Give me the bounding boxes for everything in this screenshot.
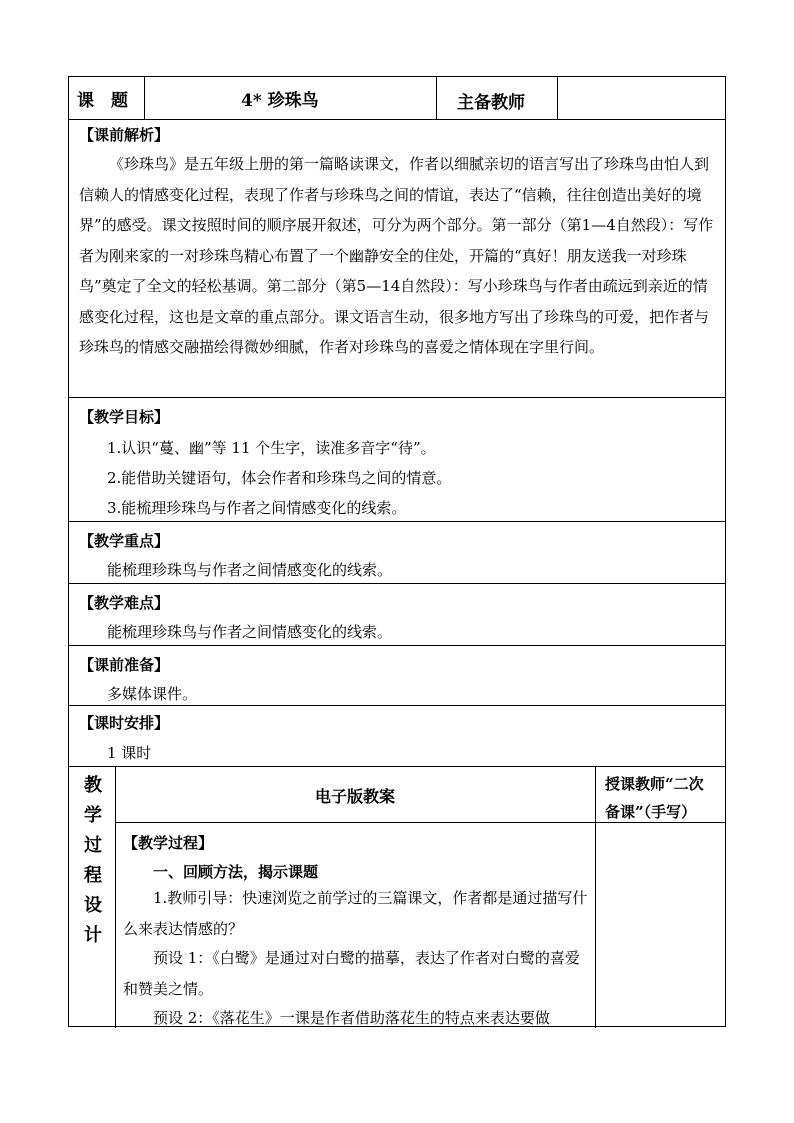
focus-title: 【教学重点】 <box>79 532 170 550</box>
process-answer2: 预设 2：《落花生》一课是作者借助落花生的特点来表达要做 <box>153 1009 550 1027</box>
pre-analysis-title: 【课前解析】 <box>79 126 170 144</box>
goals-title: 【教学目标】 <box>79 408 170 426</box>
process-col-header: 电子版教案 <box>314 787 395 806</box>
difficulty-text: 能梳理珍珠鸟与作者之间情感变化的线索。 <box>107 623 393 641</box>
goal-item-3: 3.能梳理珍珠鸟与作者之间情感变化的线索。 <box>107 499 407 517</box>
difficulty-title: 【教学难点】 <box>79 594 170 612</box>
process-title: 【教学过程】 <box>123 834 214 852</box>
schedule-text: 1 课时 <box>107 744 152 762</box>
goal-item-1: 1.认识“蔓、幽”等 11 个生字，读准多音字“待”。 <box>107 439 436 457</box>
preparation-text: 多媒体课件。 <box>107 685 198 703</box>
process-step1-title: 一、回顾方法，揭示课题 <box>153 863 319 881</box>
process-answer1: 预设 1：《白鹭》是通过对白鹭的描摹，表达了作者对白鹭的喜爱和赞美之情。 <box>123 949 580 998</box>
schedule-title: 【课时安排】 <box>79 714 170 732</box>
handwritten-notes-field[interactable] <box>597 824 725 1026</box>
teacher-value-field[interactable] <box>559 79 723 117</box>
topic-value: 4* 珍珠鸟 <box>241 91 319 111</box>
lesson-plan-table <box>68 76 726 1027</box>
teacher-label: 主备教师 <box>457 93 525 113</box>
topic-label: 课 题 <box>77 91 128 111</box>
process-q1: 1.教师引导：快速浏览之前学过的三篇课文，作者都是通过描写什么来表达情感的？ <box>123 889 588 938</box>
process-side-label: 教 学 过 程 设 计 <box>84 775 102 946</box>
preparation-title: 【课前准备】 <box>79 656 170 674</box>
right-col-header: 授课教师“二次 备课”（手写） <box>605 775 704 821</box>
goal-item-2: 2.能借助关键语句，体会作者和珍珠鸟之间的情意。 <box>107 469 452 487</box>
focus-text: 能梳理珍珠鸟与作者之间情感变化的线索。 <box>107 561 393 579</box>
pre-analysis-text: 《珍珠鸟》是五年级上册的第一篇略读课文，作者以细腻亲切的语言写出了珍珠鸟由怕人到信赖人的情感变化过程，表现了作者与珍珠鸟之间的情谊，表达了“信赖，往往创造出美好的境界”的感受。课文按照时间的顺序展开叙述，可分为两个部分。第一部分（第1—4自然段）：写作者为刚来家的一对珍珠鸟精心布置了一个幽静安全的住处，开篇的“真好！朋友送我一对珍珠鸟”奠定了全文的轻松基调。第二部分（第5—14自然段）：写小珍珠鸟与作者由疏远到亲近的情感变化过程，这也是文章的重点部分。课文语言生动，很多地方写出了珍珠鸟的可爱，把作者与珍珠鸟的情感交融描绘得微妙细腻，作者对珍珠鸟的喜爱之情体现在字里行间。 <box>79 155 714 356</box>
